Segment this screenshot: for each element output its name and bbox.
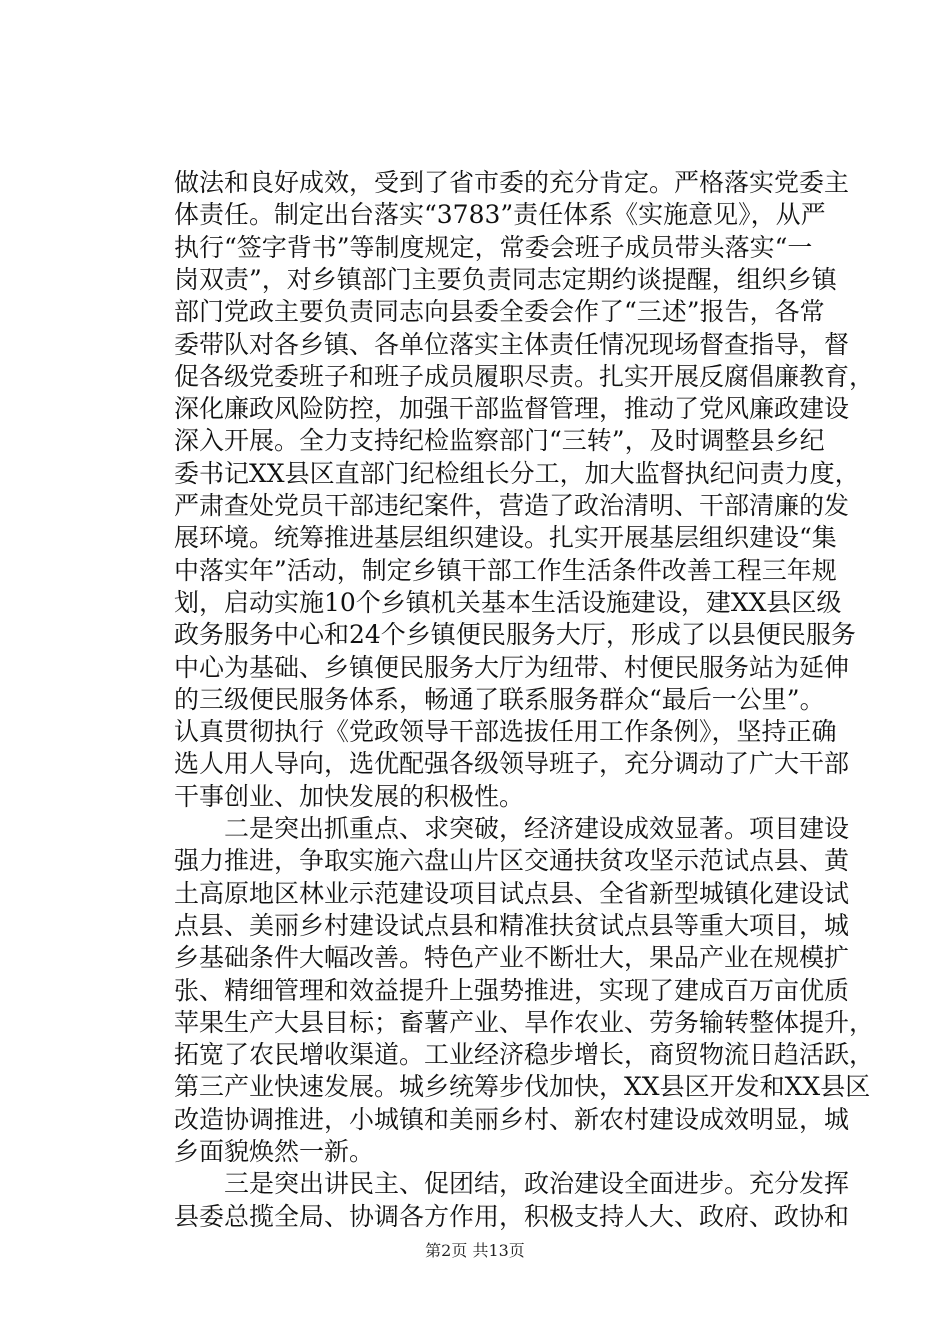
- text-line: 土高原地区林业示范建设项目试点县、全省新型城镇化建设试: [174, 878, 850, 908]
- text-line: 严肃查处党员干部违纪案件，营造了政治清明、干部清廉的发: [174, 491, 850, 520]
- text-line: 乡基础条件大幅改善。特色产业不断壮大，果品产业在规模扩: [174, 943, 850, 973]
- text-line: 促各级党委班子和班子成员履职尽责。扎实开展反腐倡廉教育，: [174, 361, 875, 391]
- text-line: 县委总揽全局、协调各方作用，积极支持人大、政府、政协和: [174, 1201, 850, 1231]
- text-line: 委书记XX县区直部门纪检组长分工，加大监督执纪问责力度，: [174, 458, 860, 488]
- text-line: 认真贯彻执行《党政领导干部选拔任用工作条例》，坚持正确: [174, 717, 837, 747]
- text-line: 执行“签字背书”等制度规定，常委会班子成员带头落实“一: [174, 232, 813, 262]
- text-line: 乡面貌焕然一新。: [174, 1137, 375, 1166]
- text-line: 三是突出讲民主、促团结，政治建设全面进步。充分发挥: [174, 1169, 850, 1199]
- text-line: 选人用人导向，选优配强各级领导班子，充分调动了广大干部: [174, 749, 850, 779]
- text-line: 强力推进，争取实施六盘山片区交通扶贫攻坚示范试点县、黄: [174, 846, 850, 876]
- text-line: 深入开展。全力支持纪检监察部门“三转”，及时调整县乡纪: [174, 426, 825, 456]
- text-line: 划，启动实施10个乡镇机关基本生活设施建设，建XX县区级: [174, 587, 842, 617]
- text-line: 岗双责”，对乡镇部门主要负责同志定期约谈提醒，组织乡镇: [174, 264, 837, 294]
- text-line: 中心为基础、乡镇便民服务大厅为纽带、村便民服务站为延伸: [174, 652, 850, 682]
- text-line: 改造协调推进，小城镇和美丽乡村、新农村建设成效明显，城: [174, 1104, 850, 1134]
- text-line: 展环境。统筹推进基层组织建设。扎实开展基层组织建设“集: [174, 523, 837, 553]
- text-line: 苹果生产大县目标；畜薯产业、旱作农业、劳务输转整体提升，: [174, 1007, 875, 1037]
- text-line: 体责任。制定出台落实“3783”责任体系《实施意见》，从严: [174, 200, 826, 230]
- text-line: 点县、美丽乡村建设试点县和精准扶贫试点县等重大项目，城: [174, 910, 850, 940]
- text-line: 第三产业快速发展。城乡统筹步伐加快，XX县区开发和XX县区: [174, 1072, 871, 1102]
- text-line: 深化廉政风险防控，加强干部监督管理，推动了党风廉政建设: [174, 394, 850, 424]
- text-line: 干事创业、加快发展的积极性。: [174, 781, 525, 811]
- text-line: 二是突出抓重点、求突破，经济建设成效显著。项目建设: [174, 814, 850, 843]
- text-line: 的三级便民服务体系，畅通了联系服务群众“最后一公里”。: [174, 684, 825, 714]
- text-line: 做法和良好成效，受到了省市委的充分肯定。严格落实党委主: [174, 168, 850, 197]
- text-line: 委带队对各乡镇、各单位落实主体责任情况现场督查指导，督: [174, 329, 850, 359]
- text-line: 中落实年”活动，制定乡镇干部工作生活条件改善工程三年规: [174, 555, 837, 585]
- page-footer: 第2页 共13页: [425, 1241, 525, 1260]
- text-line: 拓宽了农民增收渠道。工业经济稳步增长，商贸物流日趋活跃，: [174, 1040, 875, 1070]
- text-line: 张、精细管理和效益提升上强势推进，实现了建成百万亩优质: [174, 975, 850, 1005]
- text-line: 部门党政主要负责同志向县委全委会作了“三述”报告，各常: [174, 297, 825, 327]
- text-line: 政务服务中心和24个乡镇便民服务大厅，形成了以县便民服务: [174, 620, 856, 650]
